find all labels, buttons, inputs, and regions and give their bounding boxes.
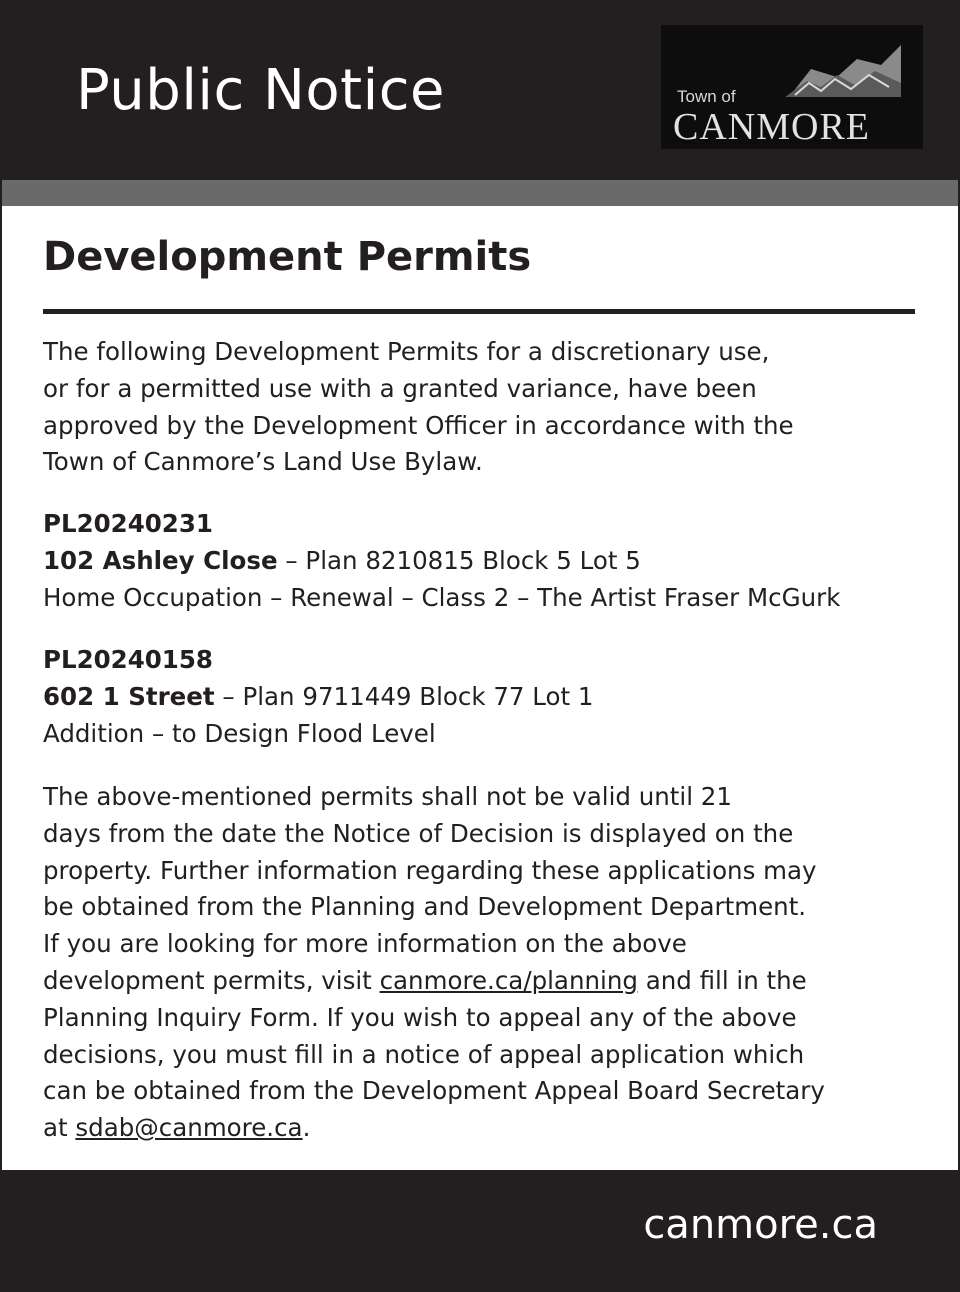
permit-legal: – Plan 8210815 Block 5 Lot 5 [277,545,641,575]
permit-address: 602 1 Street [43,681,215,711]
closing-line: be obtained from the Planning and Development Department. [43,892,807,922]
closing-line: Planning Inquiry Form. If you wish to appeal any of the above [43,1002,797,1032]
permit-description: Home Occupation – Renewal – Class 2 – The Artist Fraser McGurk [43,582,841,612]
closing-line: decisions, you must fill in a notice of appeal application which [43,1039,805,1069]
email-link[interactable]: sdab@canmore.ca [75,1113,303,1143]
closing-text: and fill in the [637,965,807,995]
closing-line: days from the date the Notice of Decision is displayed on the [43,818,794,848]
intro-line: approved by the Development Officer in accordance with the [43,410,794,440]
logo-name: CANMORE [673,106,871,148]
closing-line: The above-mentioned permits shall not be valid until 21 [43,782,732,811]
intro-line: Town of Canmore’s Land Use Bylaw. [43,447,483,477]
page-title: Public Notice [76,58,445,123]
closing-text: at [43,1113,76,1143]
permit-legal: – Plan 9711449 Block 77 Lot 1 [214,681,594,711]
closing-line: If you are looking for more information on the above [43,929,687,959]
footer-url-link[interactable]: canmore.ca [643,1202,878,1248]
closing-line: can be obtained from the Development Appeal Board Secretary [43,1076,825,1106]
planning-link[interactable]: canmore.ca/planning [379,965,638,995]
permit-description: Addition – to Design Flood Level [43,718,436,748]
permit-address: 102 Ashley Close [43,545,278,575]
closing-line: property. Further information regarding these applications may [43,855,817,885]
permit-id: PL20240231 [43,509,213,538]
intro-line: or for a permitted use with a granted variance, have been [43,373,757,403]
permit-id: PL20240158 [43,645,213,674]
section-heading: Development Permits [43,234,532,280]
closing-text: . [302,1113,311,1143]
intro-line: The following Development Permits for a discretionary use, [43,337,770,366]
closing-text: development permits, visit [43,965,380,995]
logo-town-of: Town of [677,87,736,106]
